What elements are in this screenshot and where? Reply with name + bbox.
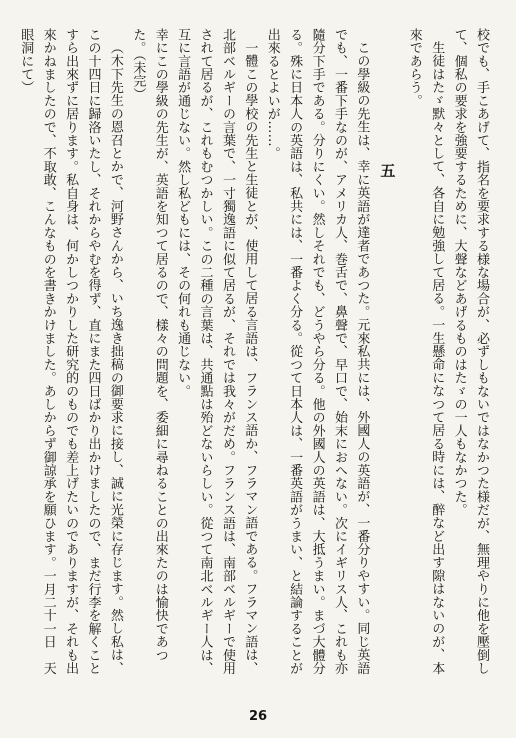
- paragraph: 幸にこの學級の先生が、英語を知つて居るので、樣々の問題を、委細に尋ねることの出來たのは愉快であつた。（未完）: [130, 28, 168, 662]
- vertical-text-body: [18, 28, 492, 683]
- section-heading: 五: [378, 163, 397, 179]
- page-number: 26: [248, 709, 268, 724]
- paragraph: 一體この學校の先生と生徒とが、使用して居る言語は、フランス語か、フラマン語である。フラマン語は、北部ベルギーの言葉で、一寸獨逸語に似て居るが、それでは我々がだめ。フランス語は、南部ベルギーで使用されて居るが、これもむつかしい。この二種の言葉は、共通點は殆どないらしい。從つて南北ベルギー人は、互に言語が通じない。然し私どもには、その何れも通じない。: [175, 28, 258, 675]
- author-note: （木下先生の恩召とかで、河野さんから、いち逸き拙稿の御要求に接し、誠に光榮に存じます。然し私は、この十四日に歸洛いたし、それからやむを得ず、直にまた四日ばかり出かけましたので、まだ行李を解くことすら出來ずに居ります。私自身は、何かしつかりした研究的のものでも差上げたいのでありますが、それも出來かねましたので、不取敢、こんなものを書きかけました。あしからず御諒承を願ひます。一月二十一日 天眼洞にて）: [18, 28, 123, 675]
- paragraph: 生徒はたゞ默々として、各自に勉強して居る。一生懸命になつて居る時には、醉など出す隙はないのが、本來であらう。: [406, 28, 445, 675]
- paragraph: 校でも、手こあげて、指名を要求する様な場合が、必ずしもないではなかつた様だが、無理やりに他を壓倒して、個私の要求を強要するために、大聲などあげるものはたゞの一人もなかつた。: [451, 28, 489, 675]
- paragraph: この學級の先生は、幸に英語が達者であつた。元來私共には、外國人の英語が、一番分りやすい。同じ英語でも、一番下手なのが、アメリカ人、巻舌で、鼻聲で、早口で、始末におへない。次にイギリス人、これも亦隨分下手である。分りにくい。然しそれでも、どうやら分る。他の外國人の英語は、大抵うまい。まづ大體分る。殊に日本人の英語は、私共には、一番よく分る。從つて日本人は、一番英語がうまい、と結論することが出來るとよいが……。: [264, 28, 370, 675]
